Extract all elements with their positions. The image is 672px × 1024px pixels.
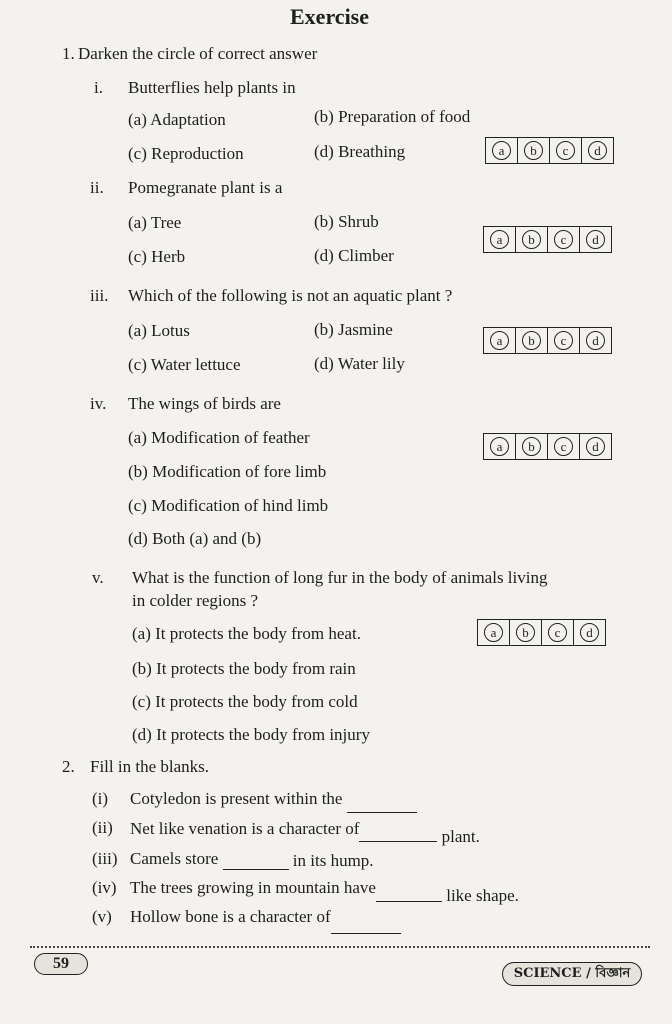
q1-v-option-d: (d) It protects the body from injury xyxy=(132,725,370,744)
answer-circle-c[interactable]: c xyxy=(554,230,573,249)
answer-circle-b[interactable]: b xyxy=(522,230,541,249)
q2-iv-prompt: The trees growing in mountain have xyxy=(130,878,376,897)
footer-divider xyxy=(30,946,650,948)
q2-iv-number: (iv) xyxy=(92,878,117,897)
q1-iv-option-b: (b) Modification of fore limb xyxy=(128,462,327,481)
q1-iv-number: iv. xyxy=(90,394,107,413)
answer-circle-a[interactable]: a xyxy=(490,331,509,350)
q1-ii-option-d: (d) Climber xyxy=(314,246,394,265)
q2-v-blank[interactable] xyxy=(331,933,401,934)
q2-iii-suffix: in its hump. xyxy=(292,851,374,870)
q1-i-question: Butterflies help plants in xyxy=(128,78,296,97)
q1-ii-question: Pomegranate plant is a xyxy=(128,178,283,197)
q1-i-answer-circles xyxy=(485,137,614,164)
q1-heading: Darken the circle of correct answer xyxy=(78,44,318,63)
q2-iii-prompt: Camels store xyxy=(130,849,219,868)
q1-iii-option-c: (c) Water lettuce xyxy=(128,355,241,374)
answer-circle-b[interactable]: b xyxy=(516,623,535,642)
answer-circle-d[interactable]: d xyxy=(588,141,607,160)
answer-circle-b[interactable]: b xyxy=(524,141,543,160)
q1-v-question-line2: in colder regions ? xyxy=(132,591,259,610)
q2-iii-blank[interactable] xyxy=(223,869,289,870)
q2-v-text xyxy=(130,907,401,934)
q1-iii-answer-circles xyxy=(483,327,612,354)
answer-circle-b[interactable]: b xyxy=(522,437,541,456)
q1-ii-option-b: (b) Shrub xyxy=(314,212,379,231)
answer-circle-c[interactable]: c xyxy=(554,437,573,456)
q2-i-blank[interactable] xyxy=(347,812,417,813)
answer-circle-c[interactable]: c xyxy=(548,623,567,642)
q1-ii-answer-circles xyxy=(483,226,612,253)
q1-i-option-c: (c) Reproduction xyxy=(128,144,244,163)
q1-iii-option-b: (b) Jasmine xyxy=(314,320,393,339)
q1-i-option-b: (b) Preparation of food xyxy=(314,107,471,126)
q1-ii-number: ii. xyxy=(90,178,104,197)
q1-iv-answer-circles xyxy=(483,433,612,460)
q1-i-option-a: (a) Adaptation xyxy=(128,110,226,129)
q1-iv-option-a: (a) Modification of feather xyxy=(128,428,310,447)
answer-circle-a[interactable]: a xyxy=(490,230,509,249)
answer-circle-c[interactable]: c xyxy=(556,141,575,160)
answer-circle-a[interactable]: a xyxy=(490,437,509,456)
q1-v-answer-circles xyxy=(477,619,606,646)
q2-ii-suffix: plant. xyxy=(441,827,480,846)
answer-circle-a[interactable]: a xyxy=(492,141,511,160)
q2-iii-number: (iii) xyxy=(92,849,118,868)
q2-iv-blank[interactable] xyxy=(376,901,442,902)
q1-v-option-b: (b) It protects the body from rain xyxy=(132,659,356,678)
q1-v-number: v. xyxy=(92,568,104,587)
answer-circle-d[interactable]: d xyxy=(580,623,599,642)
q1-iii-question: Which of the following is not an aquatic plant ? xyxy=(128,286,453,305)
q2-heading: Fill in the blanks. xyxy=(90,757,209,776)
q2-iv-suffix: like shape. xyxy=(446,886,519,905)
answer-circle-b[interactable]: b xyxy=(522,331,541,350)
q1-i-number: i. xyxy=(94,78,103,97)
answer-circle-d[interactable]: d xyxy=(586,230,605,249)
q2-v-number: (v) xyxy=(92,907,112,926)
q1-iv-option-d: (d) Both (a) and (b) xyxy=(128,529,262,548)
q1-iii-option-a: (a) Lotus xyxy=(128,321,190,340)
q1-v-question-line1: What is the function of long fur in the body of animals living xyxy=(132,568,548,587)
q2-i-prompt: Cotyledon is present within the xyxy=(130,789,343,808)
q2-iv-text xyxy=(130,878,519,905)
q2-v-prompt: Hollow bone is a character of xyxy=(130,907,331,926)
q1-iii-number: iii. xyxy=(90,286,109,305)
q1-iv-question: The wings of birds are xyxy=(128,394,281,413)
q1-ii-option-c: (c) Herb xyxy=(128,247,186,266)
answer-circle-c[interactable]: c xyxy=(554,331,573,350)
q1-iv-option-c: (c) Modification of hind limb xyxy=(128,496,329,515)
q1-ii-option-a: (a) Tree xyxy=(128,213,182,232)
q1-i-option-d: (d) Breathing xyxy=(314,142,406,161)
q2-i-text xyxy=(130,789,417,813)
q1-number: 1. xyxy=(62,44,75,63)
answer-circle-d[interactable]: d xyxy=(586,331,605,350)
answer-circle-a[interactable]: a xyxy=(484,623,503,642)
answer-circle-d[interactable]: d xyxy=(586,437,605,456)
q2-ii-number: (ii) xyxy=(92,818,113,837)
q2-ii-text xyxy=(130,819,480,846)
q2-ii-prompt: Net like venation is a character of xyxy=(130,819,360,838)
page-title: Exercise xyxy=(290,4,370,29)
q1-v-option-a: (a) It protects the body from heat. xyxy=(132,624,361,643)
page-number-badge: 59 xyxy=(34,953,88,975)
subject-badge: SCIENCE / বিজ্ঞান xyxy=(502,962,642,986)
q1-iii-option-d: (d) Water lily xyxy=(314,354,405,373)
q2-number: 2. xyxy=(62,757,75,776)
q2-i-number: (i) xyxy=(92,789,109,808)
q1-v-option-c: (c) It protects the body from cold xyxy=(132,692,358,711)
q2-iii-text xyxy=(130,849,374,870)
q2-ii-blank[interactable] xyxy=(359,841,437,842)
